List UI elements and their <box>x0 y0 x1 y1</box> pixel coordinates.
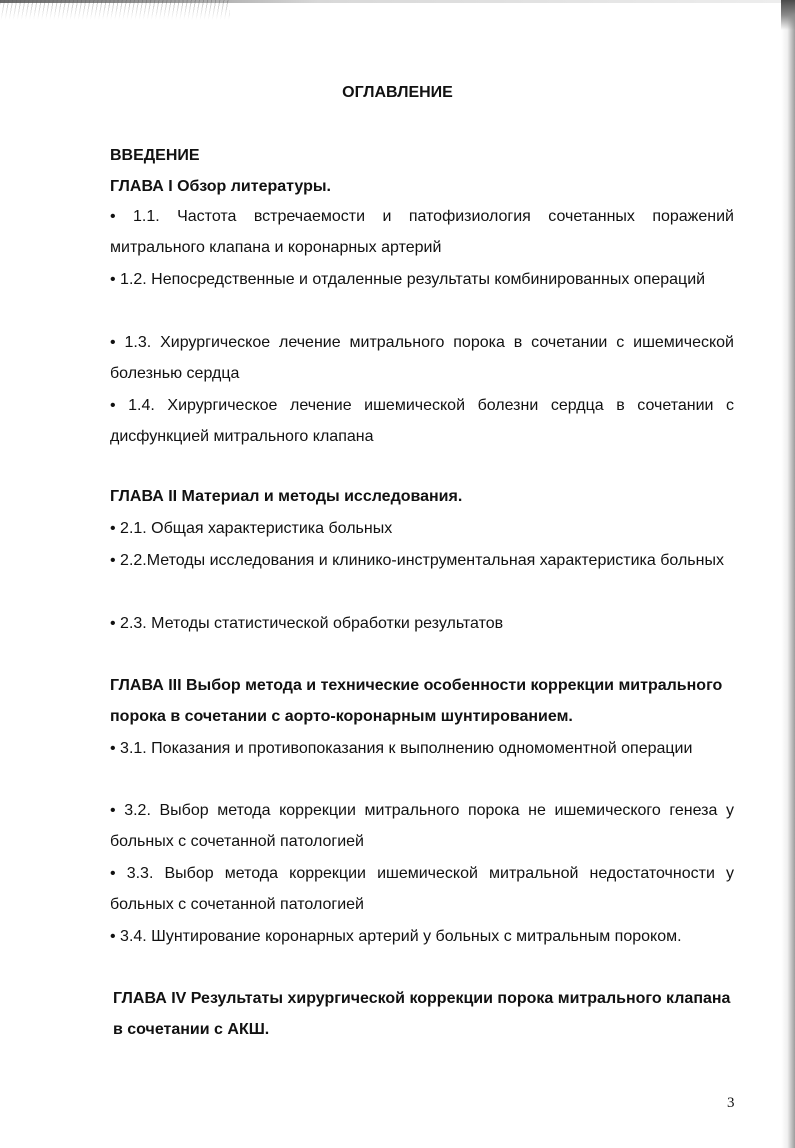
toc-entry-3-2: • 3.2. Выбор метода коррекции митрального порока не ишемического генеза у больных с сочетанной патологией <box>110 802 734 850</box>
chapter-4-heading: ГЛАВА IV Результаты хирургической коррекции порока митрального клапана в сочетании с АКШ. <box>113 990 731 1038</box>
toc-title: ОГЛАВЛЕНИЕ <box>342 84 453 101</box>
chapter-1-heading: ГЛАВА I Обзор литературы. <box>110 178 331 195</box>
toc-entry-2-2: • 2.2.Методы исследования и клинико-инструментальная характеристика больных <box>110 552 724 569</box>
scan-right-corner-shadow <box>781 0 795 30</box>
toc-entry-1-4: • 1.4. Хирургическое лечение ишемической болезни сердца в сочетании с дисфункцией митрального клапана <box>110 397 734 445</box>
toc-entry-1-2: • 1.2. Непосредственные и отдаленные результаты комбинированных операций <box>110 271 706 288</box>
toc-entry-1-3: • 1.3. Хирургическое лечение митрального порока в сочетании с ишемической болезнью сердца <box>110 334 734 382</box>
chapter-2-heading: ГЛАВА II Материал и методы исследования. <box>110 488 463 505</box>
page-number: 3 <box>727 1095 735 1111</box>
toc-entry-1-1: • 1.1. Частота встречаемости и патофизиология сочетанных поражений митрального клапана и коронарных артерий <box>110 208 734 256</box>
toc-entry-3-3: • 3.3. Выбор метода коррекции ишемической митральной недостаточности у больных с сочетанной патологией <box>110 865 734 913</box>
scan-corner-artifact <box>0 0 230 20</box>
toc-entry-2-1: • 2.1. Общая характеристика больных <box>110 520 393 537</box>
scan-right-edge <box>781 0 795 1148</box>
toc-entry-3-1: • 3.1. Показания и противопоказания к выполнению одномоментной операции <box>110 740 693 757</box>
chapter-3-heading: ГЛАВА III Выбор метода и технические особенности коррекции митрального порока в сочетании с аорто-коронарным шунтированием. <box>110 677 723 725</box>
toc-entry-3-4: • 3.4. Шунтирование коронарных артерий у больных с митральным пороком. <box>110 928 682 945</box>
introduction-heading: ВВЕДЕНИЕ <box>110 147 200 164</box>
toc-entry-2-3: • 2.3. Методы статистической обработки результатов <box>110 615 504 632</box>
